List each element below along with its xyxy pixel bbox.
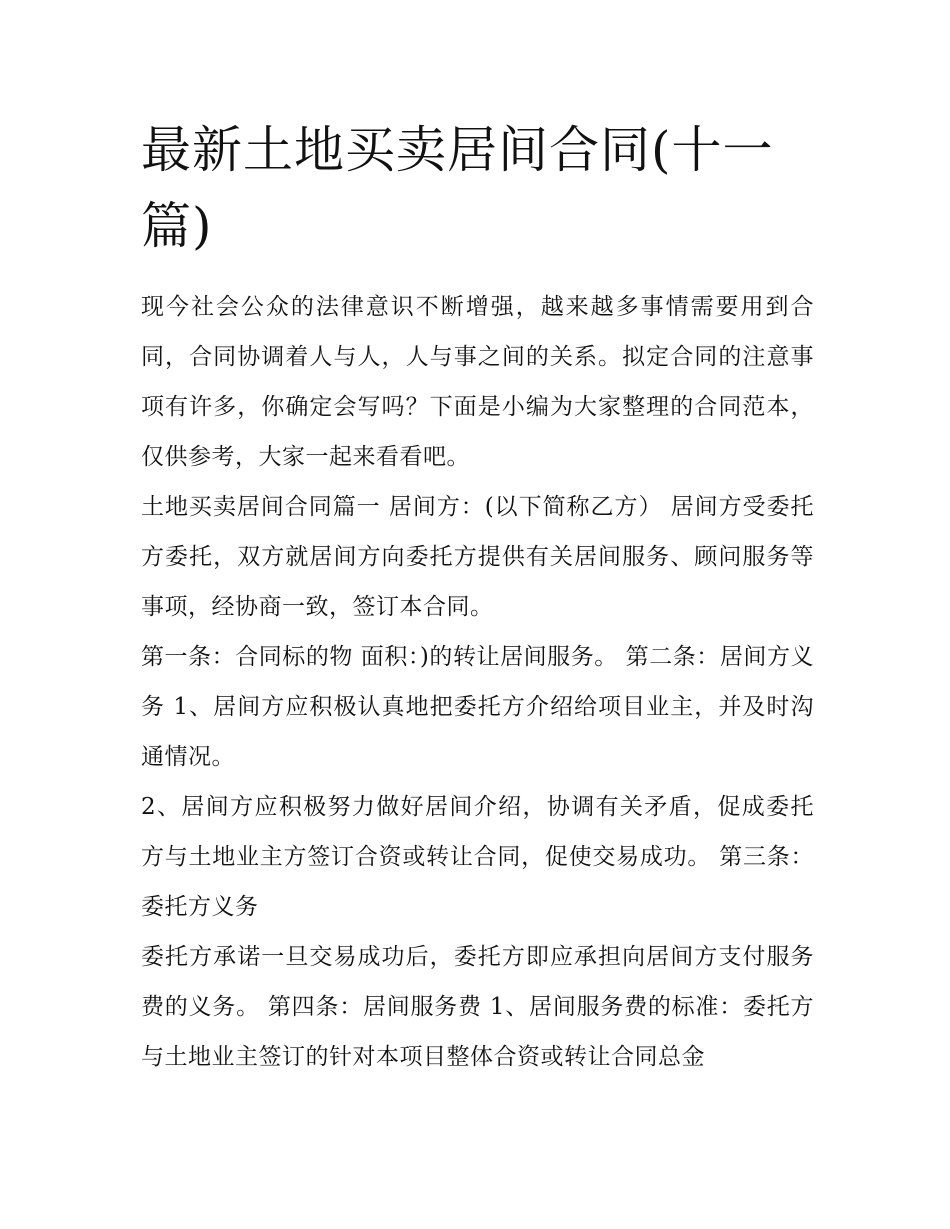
document-title: 最新土地买卖居间合同(十一篇): [141, 121, 774, 255]
paragraph-part-one: 土地买卖居间合同篇一 居间方：(以下简称乙方） 居间方受委托方委托，双方就居间方向委托方提供有关居间服务、顾问服务等事项，经协商一致，签订本合同。: [141, 494, 814, 620]
paragraph-article-four: 委托方承诺一旦交易成功后，委托方即应承担向居间方支付服务费的义务。 第四条：居间服务费 1、居间服务费的标准：委托方与土地业主签订的针对本项目整体合资或转让合同总金: [141, 944, 814, 1070]
paragraph-article-one-two: 第一条：合同标的物 面积：)的转让居间服务。 第二条：居间方义务 1、居间方应积极认真地把委托方介绍给项目业主，并及时沟通情况。: [141, 644, 814, 770]
paragraph-article-two-three: 2、居间方应积极努力做好居间介绍，协调有关矛盾，促成委托方与土地业主方签订合资或转让合同，促使交易成功。 第三条：委托方义务: [141, 794, 814, 920]
paragraph-intro: 现今社会公众的法律意识不断增强，越来越多事情需要用到合同，合同协调着人与人，人与事之间的关系。拟定合同的注意事项有许多，你确定会写吗？下面是小编为大家整理的合同范本，仅供参考，大家一起来看看吧。: [141, 294, 814, 470]
